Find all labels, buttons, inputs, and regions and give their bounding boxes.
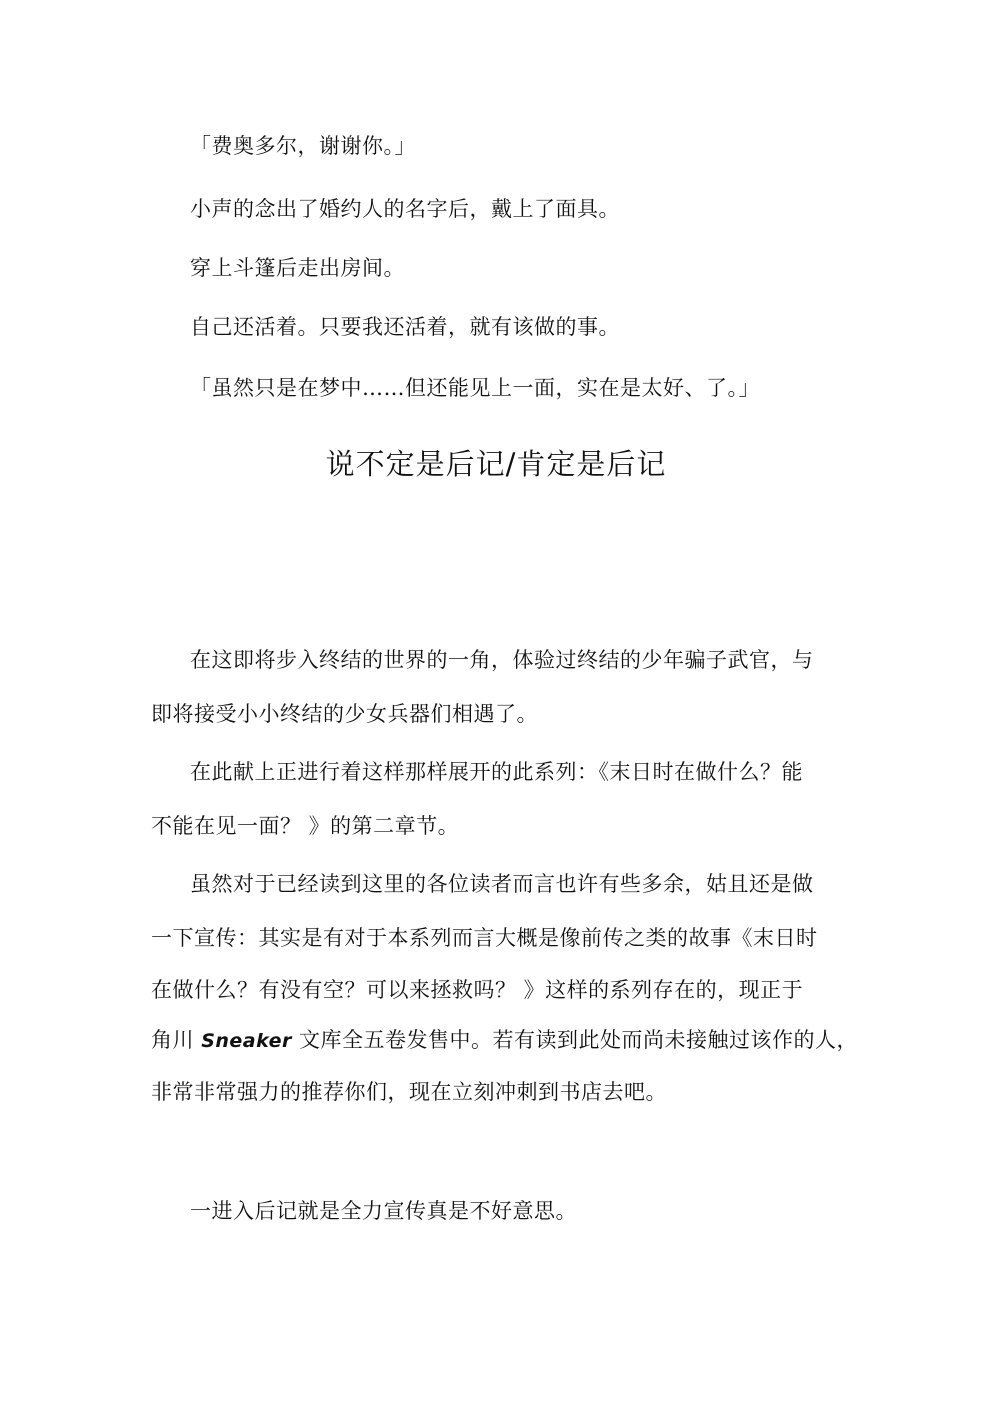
afterword-title: 说不定是后记/肯定是后记 [325,447,667,481]
afterword-p3-line4-c: 文库全五卷发售中。若有读到此处而尚未接触过该作的人， [291,1028,859,1052]
story-line-2: 小声的念出了婚约人的名字后，戴上了面具。 [190,197,620,221]
story-line-1: 「费奥多尔，谢谢你。」 [190,134,416,158]
sneaker-label: Sneaker [201,1030,292,1052]
story-line-4: 自己还活着。只要我还活着，就有该做的事。 [190,315,620,339]
afterword-p3-line3: 在做什么？有没有空？可以来拯救吗？ 》这样的系列存在的，现正于 [151,978,804,1002]
afterword-p3-line2: 一下宣传：其实是有对于本系列而言大概是像前传之类的故事《末日时 [151,926,818,950]
afterword-p1-line1: 在这即将步入终结的世界的一角，体验过终结的少年骗子武官，与 [190,648,814,672]
afterword-p3-line1: 虽然对于已经读到这里的各位读者而言也许有些多余，姑且还是做 [190,872,814,896]
story-line-3: 穿上斗篷后走出房间。 [190,256,405,280]
afterword-p4-line1: 一进入后记就是全力宣传真是不好意思。 [190,1199,577,1223]
afterword-p3-line4 [151,1027,858,1054]
afterword-p3-line4-a: 角川 [151,1028,202,1052]
afterword-p2-line2: 不能在见一面？ 》的第二章节。 [151,814,460,838]
story-line-5: 「虽然只是在梦中……但还能见上一面，实在是太好、了。」 [190,376,760,400]
afterword-p2-line1: 在此献上正进行着这样那样展开的此系列：《末日时在做什么？能 [190,760,803,784]
afterword-p3-line5: 非常非常强力的推荐你们，现在立刻冲刺到书店去吧。 [151,1080,667,1104]
afterword-p1-line2: 即将接受小小终结的少女兵器们相遇了。 [151,702,538,726]
